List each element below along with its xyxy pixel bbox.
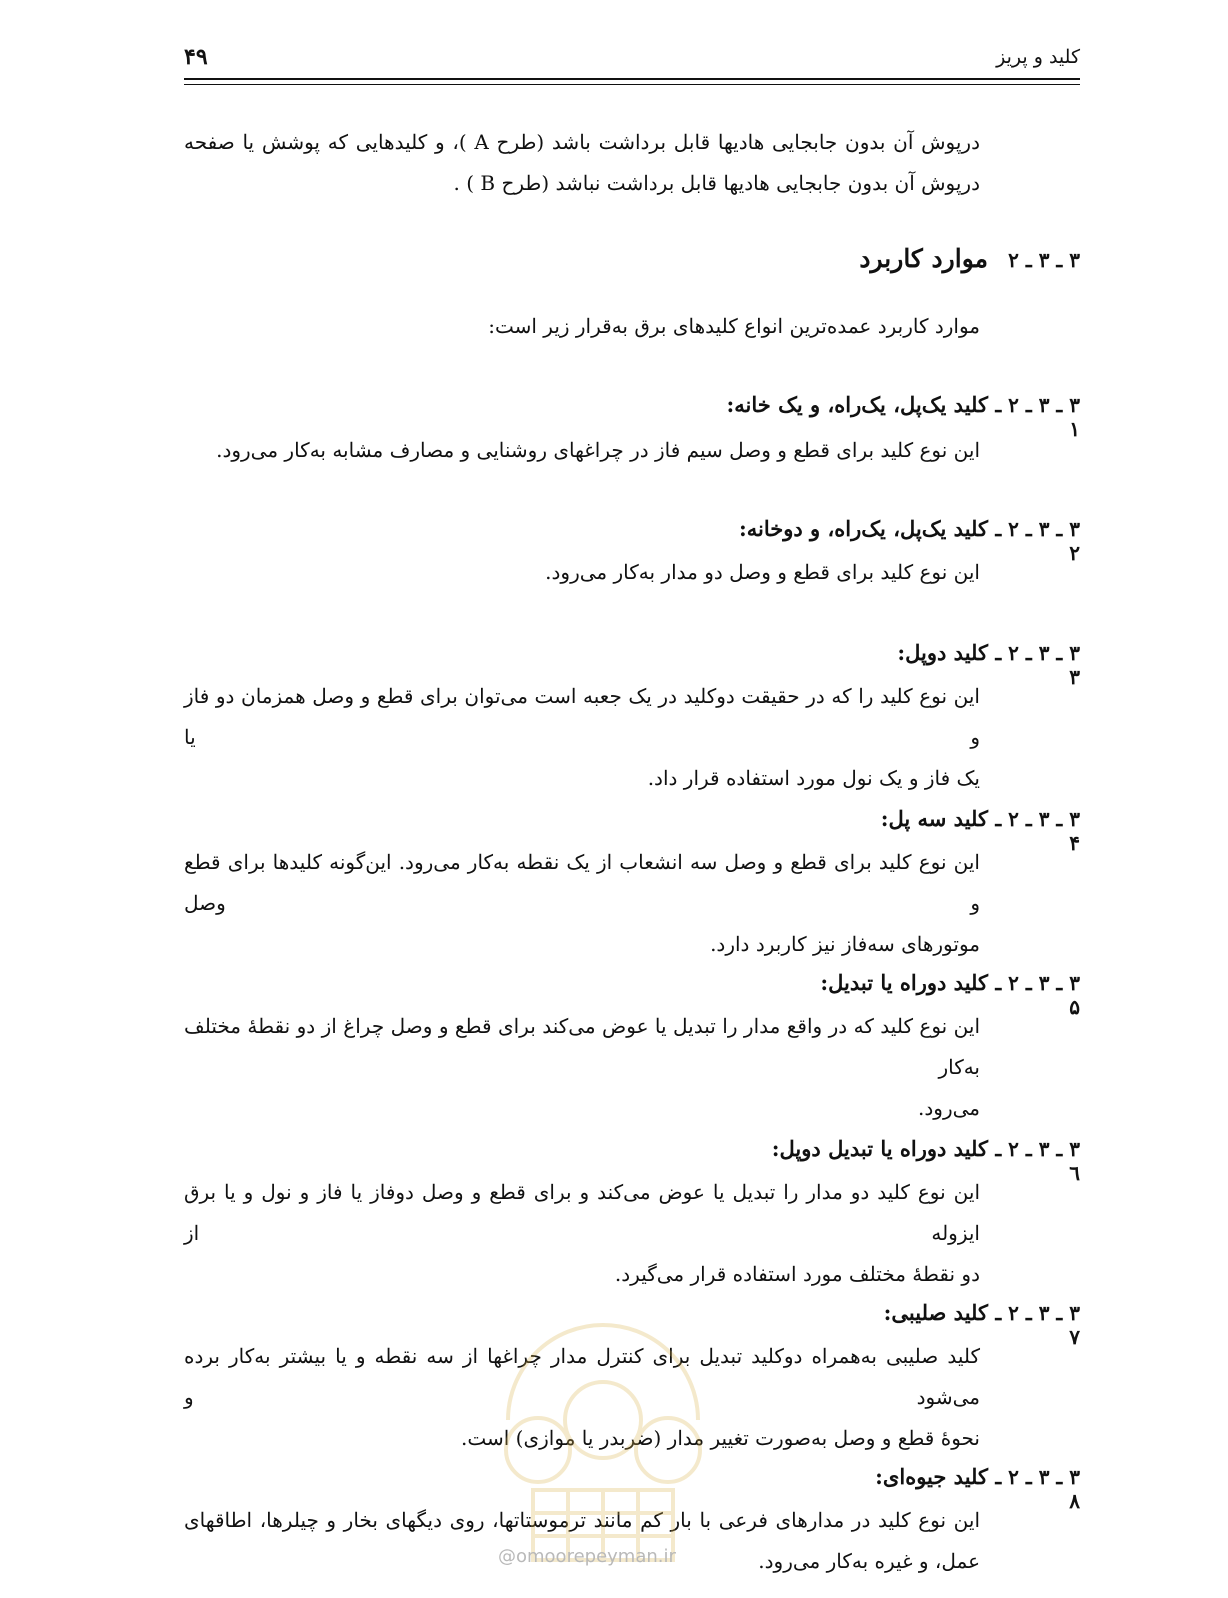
item-line: دو نقطهٔ مختلف مورد استفاده قرار می‌گیرد. xyxy=(614,1262,980,1286)
item-title: کلید سه پل: xyxy=(880,806,988,831)
item-line: می‌رود. xyxy=(918,1096,980,1120)
item-title: کلید جیوه‌ای: xyxy=(875,1464,988,1489)
item-number: ۳ ـ ۳ ـ ۲ ـ ۵ xyxy=(995,971,1080,1019)
item-number: ۳ ـ ۳ ـ ۲ ـ ٦ xyxy=(995,1137,1080,1185)
item-line: این نوع کلید دو مدار را تبدیل یا عوض می‌کند و برای قطع و وصل دوفاز یا فاز و نول و یا برق ایزوله از xyxy=(184,1180,980,1245)
item-body-3 xyxy=(184,676,980,799)
item-title: کلید دوپل: xyxy=(897,640,988,665)
item-title: کلید یک‌پل، یک‌راه، و یک خانه: xyxy=(726,392,988,417)
section-heading xyxy=(859,244,1080,273)
running-title: کلید و پریز xyxy=(996,46,1080,68)
watermark-seal-icon xyxy=(478,1300,728,1570)
item-line: این نوع کلید را که در حقیقت دوکلید در یک جعبه است می‌توان برای قطع و وصل همزمان دو فاز و یا xyxy=(184,684,980,749)
item-title: کلید دوراه یا تبدیل: xyxy=(820,970,988,995)
item-title: کلید دوراه یا تبدیل دوپل: xyxy=(771,1136,988,1161)
item-line: این نوع کلید در مدارهای فرعی با بار کم مانند ترموستاتها، روی دیگهای بخار و چیلرها، اطاقهای xyxy=(184,1508,980,1532)
item-line: این نوع کلید برای قطع و وصل سه انشعاب از یک نقطه به‌کار می‌رود. این‌گونه کلیدها برای قطع و وصل xyxy=(184,850,980,915)
item-body-2 xyxy=(545,552,980,593)
section-intro: موارد کاربرد عمده‌ترین انواع کلیدهای برق به‌قرار زیر است: xyxy=(488,314,980,338)
item-line: نحوهٔ قطع و وصل به‌صورت تغییر مدار (ضربدر یا موازی) است. xyxy=(461,1426,980,1450)
watermark-site: @omoorepeyman.ir xyxy=(498,1546,676,1567)
section-title: موارد کاربرد xyxy=(859,244,988,273)
item-body-5 xyxy=(184,1006,980,1129)
item-title: کلید یک‌پل، یک‌راه، و دوخانه: xyxy=(739,516,988,541)
section-number: ۳ ـ ۳ ـ ۲ xyxy=(1008,248,1080,272)
item-number: ۳ ـ ۳ ـ ۲ ـ ۷ xyxy=(995,1301,1080,1349)
item-line: عمل، و غیره به‌کار می‌رود. xyxy=(758,1549,980,1573)
item-number: ۳ ـ ۳ ـ ۲ ـ ۱ xyxy=(995,393,1080,441)
item-body-4 xyxy=(184,842,980,965)
item-line: این نوع کلید برای قطع و وصل دو مدار به‌کار می‌رود. xyxy=(545,560,980,584)
header-rule xyxy=(184,78,1080,80)
item-title: کلید صلیبی: xyxy=(883,1300,988,1325)
item-body-1 xyxy=(216,430,980,471)
item-line: موتورهای سه‌فاز نیز کاربرد دارد. xyxy=(710,932,980,956)
item-number: ۳ ـ ۳ ـ ۲ ـ ۲ xyxy=(995,517,1080,565)
header-rule-thin xyxy=(184,84,1080,85)
intro-line-2: درپوش آن بدون جابجایی هادیها قابل برداشت نباشد (طرح B ) . xyxy=(453,171,980,195)
intro-line-1: درپوش آن بدون جابجایی هادیها قابل برداشت باشد (طرح A )، و کلیدهایی که پوشش یا صفحه xyxy=(184,130,980,154)
item-number: ۳ ـ ۳ ـ ۲ ـ ۴ xyxy=(995,807,1080,855)
item-body-6 xyxy=(184,1172,980,1295)
item-line: کلید صلیبی به‌همراه دوکلید تبدیل برای کنترل مدار چراغها از سه نقطه و یا بیشتر به‌کار برده می‌شود و xyxy=(184,1344,980,1409)
intro-paragraph xyxy=(184,122,980,204)
item-line: این نوع کلید که در واقع مدار را تبدیل یا عوض می‌کند برای قطع و وصل چراغ از دو نقطهٔ مختلف به‌کار xyxy=(184,1014,980,1079)
item-line: یک فاز و یک نول مورد استفاده قرار داد. xyxy=(647,766,980,790)
item-number: ۳ ـ ۳ ـ ۲ ـ ۳ xyxy=(995,641,1080,689)
item-number: ۳ ـ ۳ ـ ۲ ـ ۸ xyxy=(995,1465,1080,1513)
item-line: این نوع کلید برای قطع و وصل سیم فاز در چراغهای روشنایی و مصارف مشابه به‌کار می‌رود. xyxy=(216,438,980,462)
page-number: ۴۹ xyxy=(184,44,208,70)
